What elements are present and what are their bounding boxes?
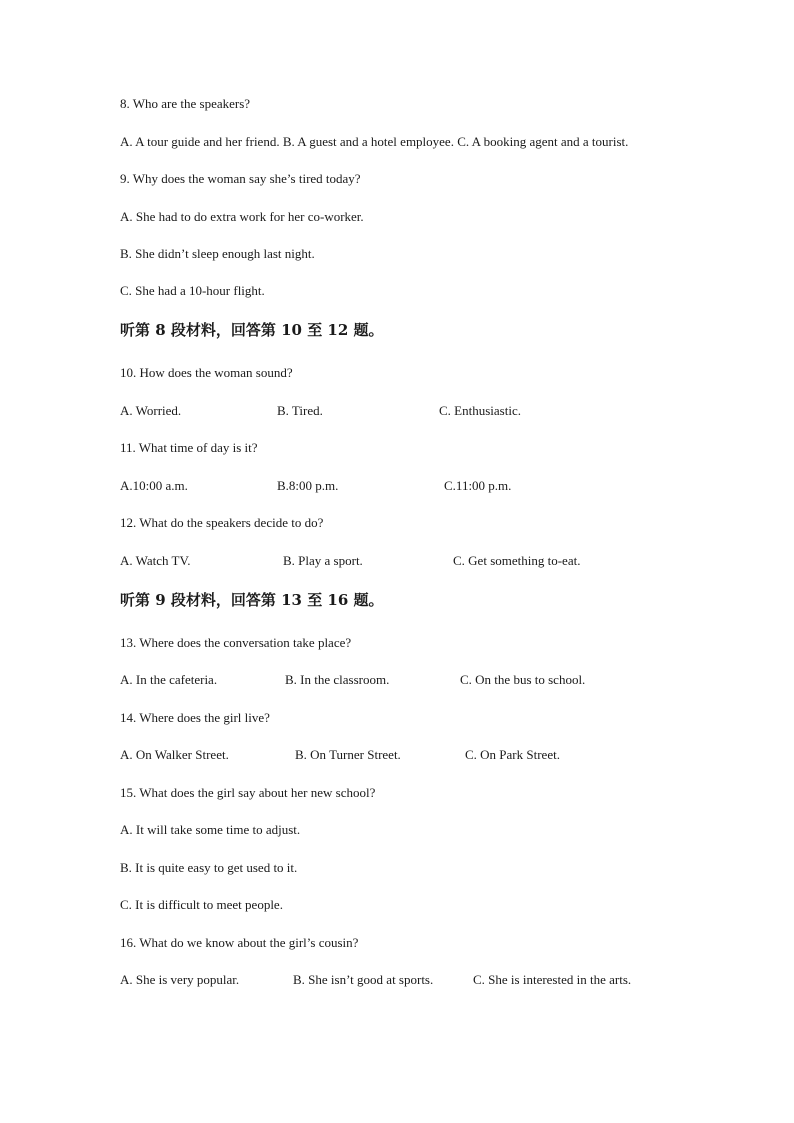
question-10-option-c: C. Enthusiastic.	[439, 403, 521, 418]
question-15-option-c: C. It is difficult to meet people.	[120, 897, 283, 912]
question-15-option-b: B. It is quite easy to get used to it.	[120, 860, 298, 875]
question-15-option-a: A. It will take some time to adjust.	[120, 822, 301, 837]
question-8-options: A. A tour guide and her friend. B. A guest and a hotel employee. C. A booking agent and a tourist.	[120, 134, 629, 149]
question-14-option-b: B. On Turner Street.	[295, 747, 401, 762]
question-14-option-c: C. On Park Street.	[465, 747, 560, 762]
question-15: 15. What does the girl say about her new school?	[120, 785, 376, 800]
question-10-option-a: A. Worried.	[120, 403, 182, 418]
question-14-option-a: A. On Walker Street.	[120, 747, 229, 762]
question-9: 9. Why does the woman say she’s tired today?	[120, 171, 361, 186]
question-11-option-c: C.11:00 p.m.	[444, 478, 512, 493]
section-8-heading: 听第 8 段材料，回答第 10 至 12 题。	[120, 321, 384, 339]
question-16-option-c: C. She is interested in the arts.	[473, 972, 632, 987]
question-13-option-c: C. On the bus to school.	[460, 672, 586, 687]
question-12: 12. What do the speakers decide to do?	[120, 515, 324, 530]
question-16: 16. What do we know about the girl’s cousin?	[120, 935, 359, 950]
question-9-option-a: A. She had to do extra work for her co-worker.	[120, 209, 364, 224]
question-12-option-a: A. Watch TV.	[120, 553, 191, 568]
question-14: 14. Where does the girl live?	[120, 710, 270, 725]
question-11-option-b: B.8:00 p.m.	[277, 478, 339, 493]
question-13: 13. Where does the conversation take place?	[120, 635, 352, 650]
question-16-option-b: B. She isn’t good at sports.	[293, 972, 434, 987]
question-8: 8. Who are the speakers?	[120, 96, 251, 111]
question-9-option-c: C. She had a 10-hour flight.	[120, 283, 265, 298]
question-11: 11. What time of day is it?	[120, 440, 258, 455]
question-10-option-b: B. Tired.	[277, 403, 323, 418]
question-16-option-a: A. She is very popular.	[120, 972, 240, 987]
question-12-option-c: C. Get something to-eat.	[453, 553, 581, 568]
question-13-option-a: A. In the cafeteria.	[120, 672, 218, 687]
section-9-heading: 听第 9 段材料，回答第 13 至 16 题。	[120, 591, 384, 609]
question-10: 10. How does the woman sound?	[120, 365, 293, 380]
question-9-option-b: B. She didn’t sleep enough last night.	[120, 246, 315, 261]
question-13-option-b: B. In the classroom.	[285, 672, 390, 687]
question-11-option-a: A.10:00 a.m.	[120, 478, 188, 493]
question-12-option-b: B. Play a sport.	[283, 553, 363, 568]
